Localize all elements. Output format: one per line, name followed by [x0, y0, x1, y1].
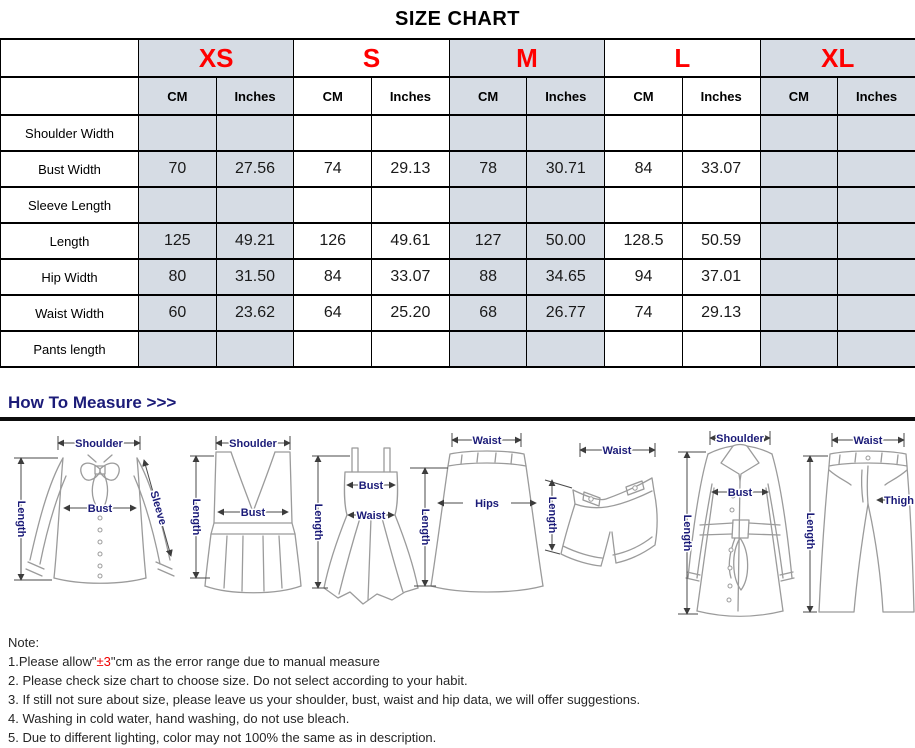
row-label: Shoulder Width — [1, 115, 139, 151]
size-cell — [139, 331, 217, 367]
size-header-s: S — [294, 39, 449, 77]
note-line-2: 2. Please check size chart to choose size. Do not select according to your habit. — [8, 673, 468, 688]
size-cell — [838, 115, 915, 151]
dress-length-label: Length — [312, 503, 324, 541]
size-cell: 26.77 — [527, 295, 605, 331]
size-cell: 70 — [139, 151, 217, 187]
shorts-length-label: Length — [546, 496, 558, 534]
size-cell — [760, 295, 838, 331]
figure-shorts — [545, 443, 657, 566]
unit-header: CM — [449, 77, 527, 115]
size-cell: 33.07 — [372, 259, 450, 295]
size-cell: 29.13 — [372, 151, 450, 187]
note-line-1 — [8, 652, 915, 671]
size-cell — [139, 115, 217, 151]
size-cell — [449, 187, 527, 223]
row-label: Sleeve Length — [1, 187, 139, 223]
size-cell — [838, 295, 915, 331]
unit-header: Inches — [372, 77, 450, 115]
size-cell: 84 — [605, 151, 683, 187]
unit-header: Inches — [527, 77, 605, 115]
row-label: Hip Width — [1, 259, 139, 295]
figure-skirt — [410, 433, 543, 592]
note-1-suffix: "cm as the error range due to manual measure — [110, 654, 380, 669]
tank-bust-label: Bust — [240, 507, 266, 519]
skirt-length-label: Length — [419, 508, 431, 546]
size-cell: 31.50 — [216, 259, 294, 295]
size-cell — [682, 115, 760, 151]
figure-coat — [678, 431, 794, 616]
size-cell — [216, 187, 294, 223]
size-cell — [216, 331, 294, 367]
figure-blouse — [14, 436, 174, 583]
size-cell — [682, 187, 760, 223]
size-table — [0, 38, 915, 368]
size-cell: 60 — [139, 295, 217, 331]
size-cell — [682, 331, 760, 367]
table-row-hip-width — [1, 259, 915, 295]
corner-cell — [1, 39, 139, 77]
size-cell — [760, 151, 838, 187]
size-cell: 29.13 — [682, 295, 760, 331]
size-cell — [760, 331, 838, 367]
pants-thigh-label: Thigh — [884, 495, 914, 507]
size-cell — [294, 331, 372, 367]
size-cell: 84 — [294, 259, 372, 295]
figure-tank-top — [190, 436, 301, 593]
size-cell: 125 — [139, 223, 217, 259]
size-cell: 50.59 — [682, 223, 760, 259]
size-cell — [838, 223, 915, 259]
size-cell: 80 — [139, 259, 217, 295]
unit-header: Inches — [216, 77, 294, 115]
size-cell — [449, 331, 527, 367]
size-cell: 64 — [294, 295, 372, 331]
row-label: Pants length — [1, 331, 139, 367]
page-title: SIZE CHART — [395, 7, 520, 30]
size-cell — [372, 331, 450, 367]
size-cell — [527, 331, 605, 367]
size-cell — [449, 115, 527, 151]
unit-header: CM — [605, 77, 683, 115]
size-cell — [372, 115, 450, 151]
size-header-xs: XS — [139, 39, 294, 77]
note-line-5: 5. Due to different lighting, color may not 100% the same as in description. — [8, 730, 437, 745]
divider-line — [0, 417, 915, 421]
size-cell: 74 — [605, 295, 683, 331]
measurement-figures — [0, 428, 915, 623]
size-cell — [372, 187, 450, 223]
pants-waist-label: Waist — [853, 435, 883, 447]
coat-length-label: Length — [681, 514, 693, 552]
size-cell: 49.61 — [372, 223, 450, 259]
size-cell: 68 — [449, 295, 527, 331]
blouse-length-label: Length — [15, 500, 27, 538]
size-cell — [838, 151, 915, 187]
blouse-bust-label: Bust — [87, 503, 113, 515]
size-header-m: M — [449, 39, 604, 77]
table-row-shoulder-width — [1, 115, 915, 151]
unit-header: Inches — [838, 77, 915, 115]
size-cell: 37.01 — [682, 259, 760, 295]
unit-header: Inches — [682, 77, 760, 115]
note-line-3: 3. If still not sure about size, please leave us your shoulder, bust, waist and hip data, we will offer suggestions. — [8, 692, 641, 707]
size-cell: 88 — [449, 259, 527, 295]
dress-bust-label: Bust — [358, 480, 384, 492]
size-cell: 78 — [449, 151, 527, 187]
figure-pants — [803, 433, 914, 612]
size-cell: 34.65 — [527, 259, 605, 295]
pants-length-label: Length — [804, 512, 816, 550]
unit-header-row — [1, 77, 915, 115]
how-to-measure-heading: How To Measure >>> — [8, 393, 177, 412]
figure-dress — [312, 448, 418, 604]
notes-section — [8, 633, 915, 747]
size-cell: 94 — [605, 259, 683, 295]
row-label: Length — [1, 223, 139, 259]
shorts-waist-label: Waist — [602, 445, 632, 457]
size-cell — [605, 115, 683, 151]
size-cell: 126 — [294, 223, 372, 259]
size-header-xl: XL — [760, 39, 915, 77]
note-1-prefix: 1.Please allow" — [8, 654, 97, 669]
size-cell — [216, 115, 294, 151]
size-cell: 127 — [449, 223, 527, 259]
size-cell — [294, 115, 372, 151]
blouse-sleeve-label: Sleeve — [147, 489, 169, 527]
note-1-tolerance: ±3 — [96, 654, 111, 669]
tank-length-label: Length — [190, 498, 202, 536]
unit-header: CM — [760, 77, 838, 115]
size-cell: 50.00 — [527, 223, 605, 259]
blouse-shoulder-label: Shoulder — [75, 438, 123, 450]
size-cell: 30.71 — [527, 151, 605, 187]
unit-header: CM — [294, 77, 372, 115]
size-cell — [605, 187, 683, 223]
size-cell — [527, 187, 605, 223]
note-line-4: 4. Washing in cold water, hand washing, do not use bleach. — [8, 711, 350, 726]
size-cell — [838, 331, 915, 367]
size-cell: 25.20 — [372, 295, 450, 331]
size-cell — [838, 187, 915, 223]
table-row-bust-width — [1, 151, 915, 187]
size-cell — [139, 187, 217, 223]
size-cell — [605, 331, 683, 367]
size-cell — [527, 115, 605, 151]
size-cell: 49.21 — [216, 223, 294, 259]
size-cell: 27.56 — [216, 151, 294, 187]
size-cell — [838, 259, 915, 295]
notes-heading: Note: — [8, 635, 40, 650]
coat-bust-label: Bust — [727, 487, 753, 499]
size-cell: 74 — [294, 151, 372, 187]
size-cell — [294, 187, 372, 223]
size-cell — [760, 259, 838, 295]
row-label: Bust Width — [1, 151, 139, 187]
table-row-waist-width — [1, 295, 915, 331]
unit-header: CM — [139, 77, 217, 115]
size-cell — [760, 115, 838, 151]
tank-shoulder-label: Shoulder — [229, 438, 277, 450]
skirt-waist-label: Waist — [472, 435, 502, 447]
table-row-length — [1, 223, 915, 259]
size-cell — [760, 223, 838, 259]
skirt-hips-label: Hips — [475, 498, 499, 510]
corner-cell — [1, 77, 139, 115]
table-row-pants-length — [1, 331, 915, 367]
table-row-sleeve-length — [1, 187, 915, 223]
size-header-row — [1, 39, 915, 77]
size-header-l: L — [605, 39, 760, 77]
size-cell: 128.5 — [605, 223, 683, 259]
row-label: Waist Width — [1, 295, 139, 331]
size-cell: 23.62 — [216, 295, 294, 331]
coat-shoulder-label: Shoulder — [716, 433, 764, 445]
dress-waist-label: Waist — [356, 510, 386, 522]
size-cell: 33.07 — [682, 151, 760, 187]
size-cell — [760, 187, 838, 223]
